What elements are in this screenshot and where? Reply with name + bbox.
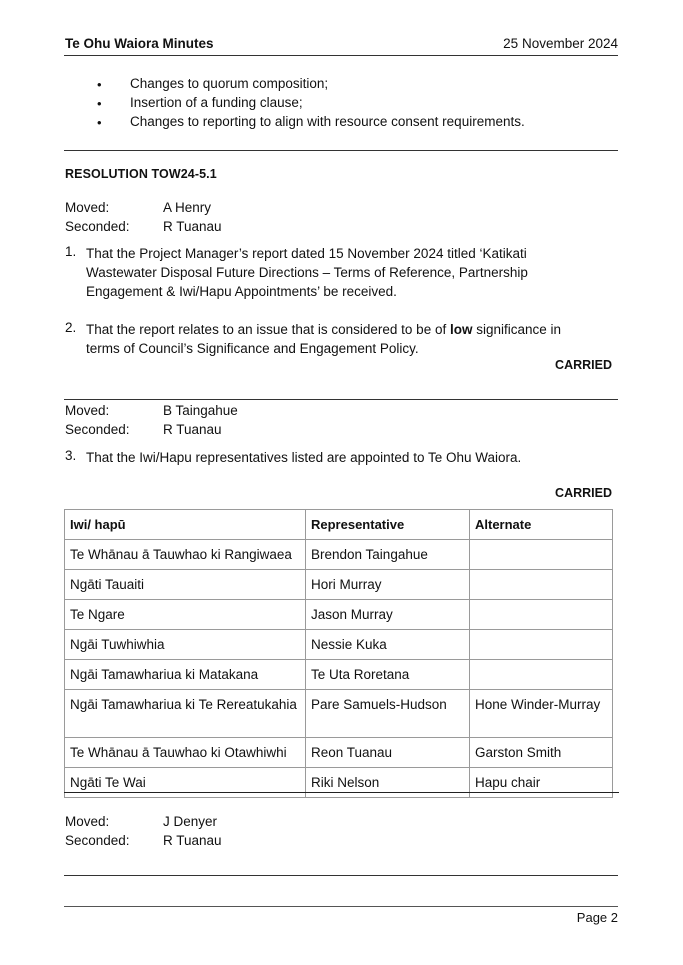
cell-iwi: Te Ngare [65, 600, 306, 630]
cell-alternate: Garston Smith [470, 738, 613, 768]
item-text-part: That the report relates to an issue that is considered to be of [86, 322, 450, 337]
column-header-iwi: Iwi/ hapū [65, 510, 306, 540]
table-row [65, 600, 613, 630]
section-rule [64, 875, 618, 876]
section-rule [64, 150, 618, 151]
column-header-representative: Representative [306, 510, 470, 540]
table-row [65, 540, 613, 570]
bullet-item: Changes to reporting to align with resource consent requirements. [130, 114, 525, 129]
seconded-label: Seconded: [65, 833, 130, 848]
cell-representative: Te Uta Roretana [306, 660, 470, 690]
cell-representative: Jason Murray [306, 600, 470, 630]
cell-alternate [470, 570, 613, 600]
table-bottom-rule [64, 792, 619, 793]
cell-representative: Riki Nelson [306, 768, 470, 798]
bullet-item: Insertion of a funding clause; [130, 95, 303, 110]
bullet-icon: • [97, 77, 102, 92]
seconded-value: R Tuanau [163, 422, 222, 437]
moved-value: A Henry [163, 200, 212, 215]
moved-value: B Taingahue [163, 403, 238, 418]
cell-representative: Reon Tuanau [306, 738, 470, 768]
table-row [65, 768, 613, 798]
moved-label: Moved: [65, 814, 110, 829]
cell-alternate: Hone Winder-Murray [470, 690, 613, 738]
seconded-value: R Tuanau [163, 833, 222, 848]
table-row [65, 570, 613, 600]
cell-representative: Brendon Taingahue [306, 540, 470, 570]
cell-iwi: Ngāi Tamawhariua ki Matakana [65, 660, 306, 690]
item-number: 1. [65, 244, 77, 259]
cell-iwi: Ngāti Tauaiti [65, 570, 306, 600]
moved-label: Moved: [65, 403, 110, 418]
cell-iwi: Ngāi Tamawhariua ki Te Rereatukahia [65, 690, 306, 738]
cell-alternate [470, 660, 613, 690]
table-row [65, 660, 613, 690]
table-header-row [65, 510, 613, 540]
moved-value: J Denyer [163, 814, 218, 829]
table-row [65, 630, 613, 660]
bullet-icon: • [97, 96, 102, 111]
bullet-icon: • [97, 115, 102, 130]
cell-representative: Nessie Kuka [306, 630, 470, 660]
item-text [86, 320, 586, 358]
item-text-bold: low [449, 322, 473, 337]
document-date: 25 November 2024 [503, 36, 618, 51]
item-text: That the Project Manager’s report dated 15 November 2024 titled ‘Katikati Wastewater Disposal Future Directions – Terms of Reference, Partnership Engagement & Iwi/Hapu Appointments’ be received. [86, 246, 528, 299]
header-rule [64, 55, 618, 56]
cell-iwi: Ngāi Tuwhiwhia [65, 630, 306, 660]
cell-alternate [470, 600, 613, 630]
page-number: Page 2 [576, 910, 618, 925]
table-row [65, 738, 613, 768]
cell-representative: Hori Murray [306, 570, 470, 600]
footer-rule [64, 906, 618, 907]
column-header-alternate: Alternate [470, 510, 613, 540]
cell-iwi: Te Whānau ā Tauwhao ki Rangiwaea [65, 540, 306, 570]
moved-label: Moved: [65, 200, 110, 215]
document-title: Te Ohu Waiora Minutes [65, 36, 214, 51]
table-row [65, 690, 613, 738]
representatives-table [64, 509, 613, 798]
seconded-label: Seconded: [65, 422, 130, 437]
item-number: 3. [65, 448, 77, 463]
seconded-value: R Tuanau [163, 219, 222, 234]
cell-alternate [470, 540, 613, 570]
cell-representative: Pare Samuels-Hudson [306, 690, 470, 738]
cell-alternate [470, 630, 613, 660]
resolution-heading: RESOLUTION TOW24-5.1 [65, 167, 217, 181]
cell-alternate: Hapu chair [470, 768, 613, 798]
carried-label: CARRIED [555, 358, 612, 372]
carried-label: CARRIED [555, 486, 612, 500]
cell-iwi: Te Whānau ā Tauwhao ki Otawhiwhi [65, 738, 306, 768]
section-rule [64, 399, 618, 400]
item-number: 2. [65, 320, 77, 335]
bullet-item: Changes to quorum composition; [130, 76, 329, 91]
seconded-label: Seconded: [65, 219, 130, 234]
item-text: That the Iwi/Hapu representatives listed are appointed to Te Ohu Waiora. [86, 450, 522, 465]
cell-iwi: Ngāti Te Wai [65, 768, 306, 798]
item-text-part: significance in terms of Council’s Significance and Engagement Policy. [86, 322, 562, 356]
